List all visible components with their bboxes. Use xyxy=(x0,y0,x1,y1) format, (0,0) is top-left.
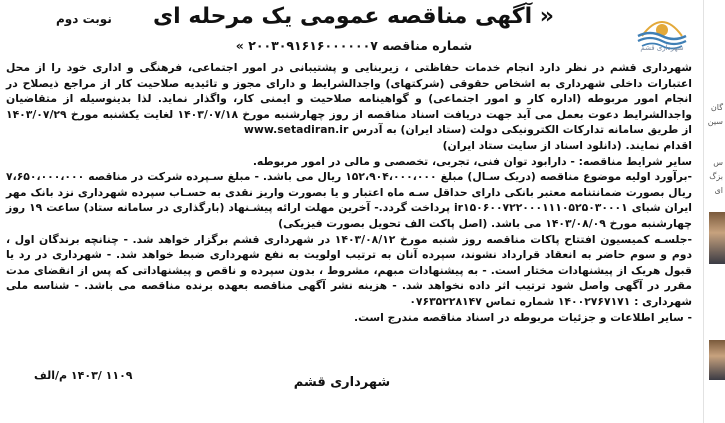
signer: شهرداری قشم xyxy=(293,375,391,390)
side-photo xyxy=(709,212,725,264)
side-fragment: ای xyxy=(714,186,723,195)
side-fragment: گان xyxy=(710,103,723,112)
conditions-paragraph: سایر شرایط مناقصه: - دارابود توان فنی، تجربی، تخصصی و مالی در امور مربوطه. xyxy=(252,154,692,168)
estimate-paragraph: -برآورد اولیه موضوع مناقصه (دریک سـال) مبلغ ۱۵۲،۹۰۴،۰۰۰،۰۰۰ ریال می باشد. - مبلغ سـپرده شرکت در مناقصه ۷،۶۵۰،۰۰۰،۰۰۰ ریال بصورت ضمانتنامه معتبر بانکی دارای حداقل سـه ماه اعتبار و یا بصورت واریز نقدی به حسـاب سپرده شهرداری نزد بانک مهر ایران شبای ir۱۵۰۶۰۰۷۲۲۰۰۰۱۱۱۰۵۲۵۰۳۰۰۰۱ پرداخت گردد.- آخرین مهلت ارائه پیشـنهاد (بارگذاری در سامانه ستاد) ساعت ۱۹ روز چهارشنبه مورخ ۱۴۰۳/۰۸/۰۹ می باشد. (اصل پاکت الف تحویل بصورت فیزیکی) xyxy=(6,170,693,230)
side-fragment: سین xyxy=(707,117,723,126)
other-info-paragraph: - سایر اطلاعات و جزئیات مربوطه در اسناد مناقصه مندرج است. xyxy=(353,310,692,324)
intro-paragraph xyxy=(6,60,692,138)
side-fragment: س xyxy=(713,158,723,167)
side-photo xyxy=(709,340,725,380)
tender-number: شماره مناقصه ۲۰۰۳۰۹۱۶۱۶۰۰۰۰۰۰۷ » xyxy=(235,38,473,53)
website-link[interactable]: www.setadiran.ir xyxy=(243,123,349,137)
adjacent-column-strip xyxy=(703,0,725,423)
ad-header xyxy=(4,2,694,60)
edition-label: نوبت دوم xyxy=(56,12,112,26)
logo-caption: شهرداری قشم xyxy=(640,44,684,52)
tender-advertisement xyxy=(4,2,694,421)
ad-title: « آگهی مناقصه عمومی یک مرحله ای xyxy=(153,4,554,29)
side-fragment: بزگ xyxy=(709,172,723,181)
ad-code: ۱۱۰۹ /۱۴۰۳ م/الف xyxy=(34,369,133,382)
session-paragraph: -جلسـه کمیسیون افتتاح پاکات مناقصه روز شنبه مورخ ۱۴۰۳/۰۸/۱۲ در شهرداری قشم برگزار خواهد شد. - چنانچه برندگان اول ، دوم و سوم حاضر به انعقاد قرارداد نشوند، سپرده آنان به ترتیب اولویت به نفع شهرداری ضبط خواهد شد. - شهرداری در رد یا قبول هریک از پیشنهادات مختار است. - به پیشنهادات مبهم، مشروط ، بدون سپرده و ناقص و پیشنهاداتی که پس از انقضای مدت مقرر در آگهی واصل شود ترتیب اثر داده نخواهد شد. - هزینه نشر آگهی مناقصه بعهده برنده مناقصه می باشد. - شناسه ملی شهرداری : ۱۴۰۰۲۷۶۷۱۷۱ شماره تماس ۰۷۶۳۵۲۲۸۱۴۷ xyxy=(6,232,692,308)
intro-text: شهرداری قشم در نظر دارد انجام خدمات حفاظتی ، زیربنایی و پشتیبانی در امور اجتماعی، فرهنگی و اداری خود را از محل اعتبارات داخلی شهرداری به اشخاص حقوقی (شرکتهای) واجدالشرایط و دارای مجوز و تائیدیه صلاحیت کار از مراجع ذیصلاح در انجام امور مربوطه (اداره کار و امور اجتماعی) و گواهینامه صلاحیت و ایمنی کار، واگذار نماید. لذا بدینوسیله از متقاضیان واجدالشرایط دعوت بعمل می آید جهت دریافت اسناد مناقصه از روز چهارشنبه مورخ ۱۴۰۳/۰۷/۱۸ لغایت یکشنبه مورخ ۱۴۰۳/۰۷/۲۹ از طریق سامانه تدارکات الکترونیکی دولت (ستاد ایران) به آدرس xyxy=(6,61,693,137)
ad-body xyxy=(6,60,692,325)
download-note: اقدام نمایند. (دانلود اسناد از سایت ستاد ایران) xyxy=(442,138,692,152)
